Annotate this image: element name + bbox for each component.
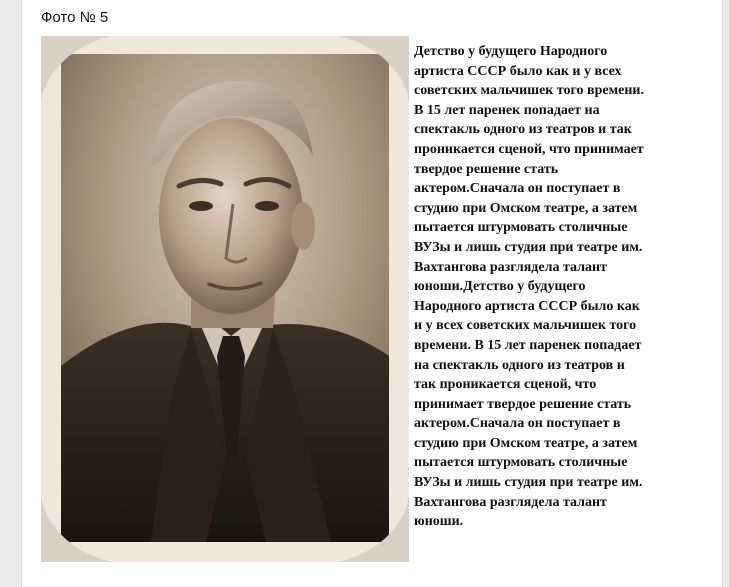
article-line: Вахтангова разглядела талант <box>414 259 607 275</box>
article-line: пытается штурмовать столичные <box>414 455 628 471</box>
article-line: Вахтангова разглядела талант <box>414 494 607 510</box>
article-line: принимает твердое решение стать <box>414 396 632 412</box>
article-line: ВУЗы и лишь студия при театре им. <box>414 475 643 491</box>
portrait-photo <box>41 36 409 562</box>
article-line: В 15 лет паренек попадает на <box>414 102 600 118</box>
article-text <box>414 42 704 532</box>
article-line: спектакль одного из театров и так <box>414 122 632 138</box>
article-line: времени. В 15 лет паренек попадает <box>414 337 642 353</box>
article-line: так проникается сценой, что <box>414 377 597 393</box>
article-line: и у всех советских мальчишек того <box>414 318 637 334</box>
article-line: проникается сценой, что принимает <box>414 141 644 157</box>
article-line: ВУЗы и лишь студия при театре им. <box>414 239 643 255</box>
article-line: актером.Сначала он поступает в <box>414 181 621 197</box>
article-line: юноши. <box>414 514 464 530</box>
article-line: студию при Омском театре, а затем <box>414 200 638 216</box>
article-line: юноши.Детство у будущего <box>414 279 586 295</box>
article-line: Детство у будущего Народного <box>414 44 608 59</box>
article-line: советских мальчишек того времени. <box>414 83 644 99</box>
article-line: Народного артиста СССР было как <box>414 298 640 314</box>
article-line: пытается штурмовать столичные <box>414 220 628 236</box>
article-line: студию при Омском театре, а затем <box>414 435 638 451</box>
article-line: на спектакль одного из театров и <box>414 357 625 373</box>
article-line: актером.Сначала он поступает в <box>414 416 621 432</box>
article-page <box>22 0 722 587</box>
article-line: твердое решение стать <box>414 161 559 177</box>
photo-title: Фото № 5 <box>41 9 109 26</box>
article-line: артиста СССР было как и у всех <box>414 63 622 79</box>
